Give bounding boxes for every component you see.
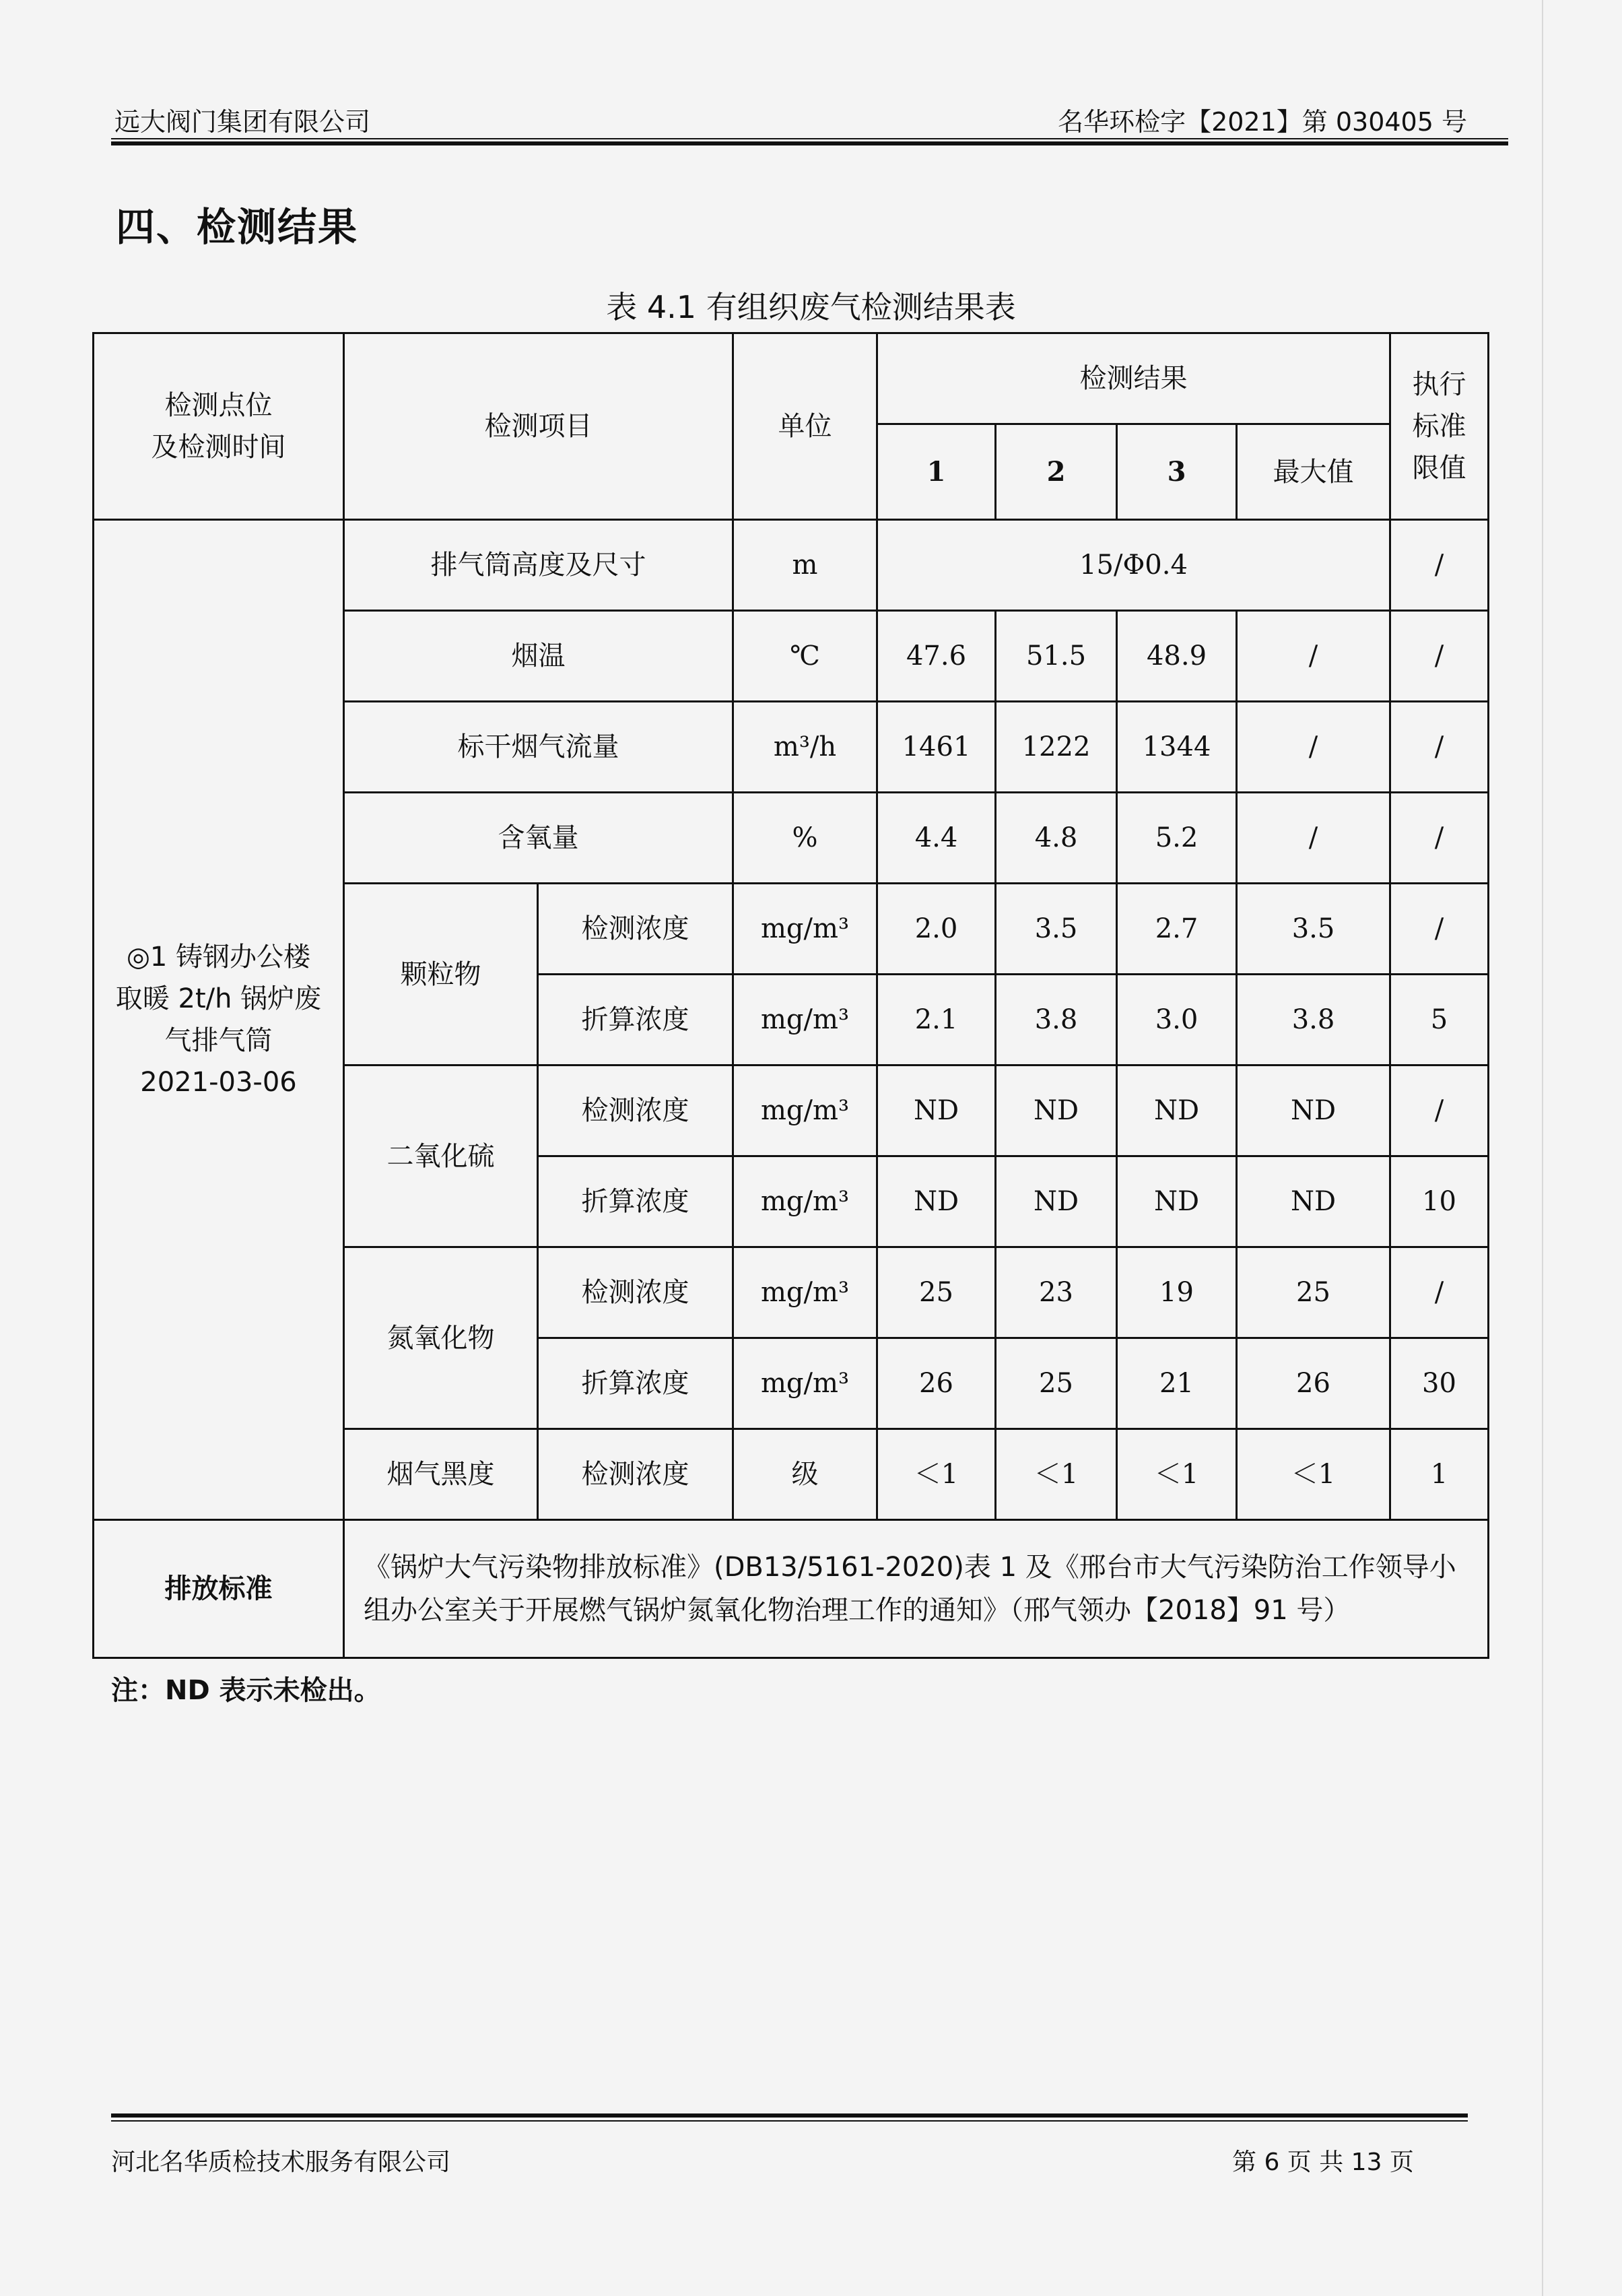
limit-cell: 1: [1390, 1429, 1489, 1520]
header-rule: [111, 138, 1508, 139]
sub-item-cell: 检测浓度: [538, 1065, 733, 1156]
limit-cell: 30: [1390, 1338, 1489, 1429]
value-cell: 21: [1117, 1338, 1237, 1429]
header-company: 远大阀门集团有限公司: [114, 107, 371, 137]
value-cell: ND: [1117, 1065, 1237, 1156]
header-row: [94, 333, 1489, 424]
unit-cell: ℃: [733, 611, 877, 702]
unit-cell: mg/m³: [733, 1338, 877, 1429]
col-header-unit: 单位: [733, 333, 877, 520]
table-title: 表 4.1 有组织废气检测结果表: [606, 289, 1016, 325]
value-cell: 5.2: [1117, 793, 1237, 884]
value-cell: 15/Φ0.4: [877, 520, 1390, 611]
value-cell: 4.4: [877, 793, 996, 884]
item-cell: 标干烟气流量: [344, 702, 733, 793]
unit-cell: mg/m³: [733, 884, 877, 975]
value-cell: 2.7: [1117, 884, 1237, 975]
col-header-r2: 2: [996, 424, 1117, 520]
results-table: [92, 332, 1489, 1659]
page-edge: [1542, 0, 1543, 2296]
value-cell: 25: [996, 1338, 1117, 1429]
col-header-max: 最大值: [1237, 424, 1390, 520]
col-header-r1: 1: [877, 424, 996, 520]
value-cell: ＜1: [877, 1429, 996, 1520]
footer-company: 河北名华质检技术服务有限公司: [111, 2149, 451, 2176]
value-cell: ND: [1117, 1156, 1237, 1247]
value-cell: 1222: [996, 702, 1117, 793]
max-cell: 26: [1237, 1338, 1390, 1429]
item-cell: 排气筒高度及尺寸: [344, 520, 733, 611]
value-cell: ＜1: [1117, 1429, 1237, 1520]
max-cell: /: [1237, 793, 1390, 884]
limit-cell: /: [1390, 1065, 1489, 1156]
section-title: 四、检测结果: [116, 204, 359, 250]
location-cell: ◎1 铸钢办公楼 取暖 2t/h 锅炉废 气排气筒 2021-03-06: [94, 520, 344, 1520]
sub-item-cell: 折算浓度: [538, 975, 733, 1065]
unit-cell: mg/m³: [733, 1065, 877, 1156]
table-row: [94, 520, 1489, 611]
col-header-item: 检测项目: [344, 333, 733, 520]
pollutant-name: 氮氧化物: [344, 1247, 538, 1429]
col-header-results: 检测结果: [877, 333, 1390, 424]
value-cell: 25: [877, 1247, 996, 1338]
value-cell: 48.9: [1117, 611, 1237, 702]
sub-item-cell: 检测浓度: [538, 1247, 733, 1338]
value-cell: 2.0: [877, 884, 996, 975]
value-cell: 51.5: [996, 611, 1117, 702]
value-cell: ND: [877, 1065, 996, 1156]
value-cell: ND: [996, 1156, 1117, 1247]
unit-cell: 级: [733, 1429, 877, 1520]
limit-cell: 5: [1390, 975, 1489, 1065]
value-cell: 2.1: [877, 975, 996, 1065]
sub-item-cell: 检测浓度: [538, 1429, 733, 1520]
standard-text: 《锅炉大气污染物排放标准》(DB13/5161-2020)表 1 及《邢台市大气污染防治工作领导小组办公室关于开展燃气锅炉氮氧化物治理工作的通知》（邢气领办【2018】91 号）: [344, 1520, 1489, 1658]
header-report-number: 名华环检字【2021】第 030405 号: [1058, 107, 1467, 137]
unit-cell: %: [733, 793, 877, 884]
value-cell: 1461: [877, 702, 996, 793]
value-cell: 23: [996, 1247, 1117, 1338]
limit-cell: /: [1390, 702, 1489, 793]
max-cell: ND: [1237, 1156, 1390, 1247]
max-cell: ND: [1237, 1065, 1390, 1156]
sub-item-cell: 折算浓度: [538, 1338, 733, 1429]
sub-item-cell: 检测浓度: [538, 884, 733, 975]
limit-cell: /: [1390, 520, 1489, 611]
footer-rule: [111, 2120, 1468, 2122]
value-cell: 4.8: [996, 793, 1117, 884]
value-cell: ND: [877, 1156, 996, 1247]
unit-cell: mg/m³: [733, 975, 877, 1065]
limit-cell: /: [1390, 884, 1489, 975]
max-cell: 3.8: [1237, 975, 1390, 1065]
max-cell: ＜1: [1237, 1429, 1390, 1520]
max-cell: 3.5: [1237, 884, 1390, 975]
standard-row: [94, 1520, 1489, 1658]
item-cell: 含氧量: [344, 793, 733, 884]
table-note: 注：ND 表示未检出。: [111, 1675, 381, 1706]
unit-cell: mg/m³: [733, 1156, 877, 1247]
value-cell: ND: [996, 1065, 1117, 1156]
header-rule-thick: [111, 141, 1508, 145]
unit-cell: m³/h: [733, 702, 877, 793]
max-cell: /: [1237, 702, 1390, 793]
item-cell: 烟温: [344, 611, 733, 702]
max-cell: /: [1237, 611, 1390, 702]
value-cell: 47.6: [877, 611, 996, 702]
value-cell: 3.0: [1117, 975, 1237, 1065]
pollutant-name: 烟气黑度: [344, 1429, 538, 1520]
value-cell: 26: [877, 1338, 996, 1429]
footer-rule-thick: [111, 2113, 1468, 2118]
col-header-limit: 执行 标准 限值: [1390, 333, 1489, 520]
limit-cell: /: [1390, 611, 1489, 702]
pollutant-name: 二氧化硫: [344, 1065, 538, 1247]
standard-label: 排放标准: [94, 1520, 344, 1658]
value-cell: ＜1: [996, 1429, 1117, 1520]
value-cell: 19: [1117, 1247, 1237, 1338]
page-number: 第 6 页 共 13 页: [1232, 2149, 1414, 2176]
value-cell: 3.5: [996, 884, 1117, 975]
unit-cell: m: [733, 520, 877, 611]
limit-cell: 10: [1390, 1156, 1489, 1247]
col-header-r3: 3: [1117, 424, 1237, 520]
col-header-location: 检测点位 及检测时间: [94, 333, 344, 520]
value-cell: 3.8: [996, 975, 1117, 1065]
value-cell: 1344: [1117, 702, 1237, 793]
sub-item-cell: 折算浓度: [538, 1156, 733, 1247]
limit-cell: /: [1390, 793, 1489, 884]
max-cell: 25: [1237, 1247, 1390, 1338]
unit-cell: mg/m³: [733, 1247, 877, 1338]
limit-cell: /: [1390, 1247, 1489, 1338]
pollutant-name: 颗粒物: [344, 884, 538, 1065]
